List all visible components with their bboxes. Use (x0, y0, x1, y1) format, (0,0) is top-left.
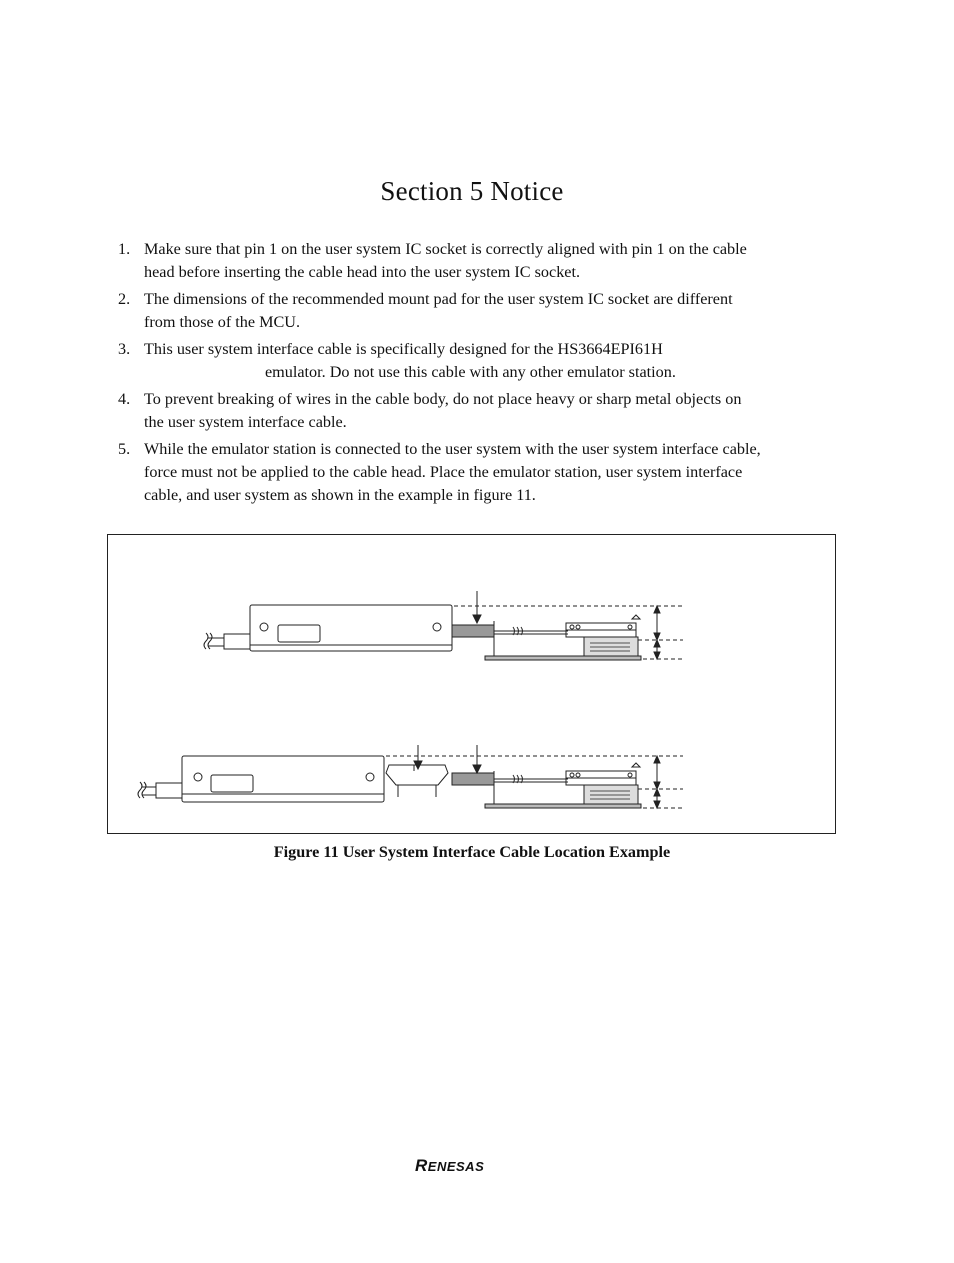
notice-item-4 (118, 388, 838, 434)
emulator-station-body (182, 756, 384, 802)
lower-example (138, 745, 683, 808)
notice-text-line: head before inserting the cable head into the user system IC socket. (144, 263, 581, 281)
notice-list (118, 238, 838, 511)
section-title: Section 5 Notice (380, 176, 564, 206)
svg-text:RENESAS: RENESAS (415, 1156, 485, 1175)
notice-item-1 (118, 238, 838, 284)
notice-number: 2. (118, 290, 131, 308)
notice-item-3 (118, 338, 838, 384)
upper-example (204, 591, 683, 660)
notice-number: 4. (118, 390, 131, 408)
notice-number: 3. (118, 340, 131, 358)
notice-number: 1. (118, 240, 131, 258)
figure-frame (107, 534, 836, 834)
renesas-logo-mark (415, 1155, 529, 1175)
notice-text-line: To prevent breaking of wires in the cable body, do not place heavy or sharp metal objects on (144, 390, 742, 408)
cable-head (452, 625, 494, 637)
notice-text-line: The dimensions of the recommended mount pad for the user system IC socket are different (144, 290, 733, 308)
notice-item-5 (118, 438, 838, 507)
cable-head (452, 773, 494, 785)
notice-text-line: from those of the MCU. (144, 313, 301, 331)
notice-text-line: This user system interface cable is specifically designed for the HS3664EPI61H (144, 340, 663, 358)
notice-text-line: emulator. Do not use this cable with any other emulator station. (265, 363, 676, 381)
cable-location-diagram (108, 535, 837, 835)
notice-item-2 (118, 288, 838, 334)
figure-caption: Figure 11 User System Interface Cable Location Example (273, 843, 671, 861)
notice-text-line: Make sure that pin 1 on the user system IC socket is correctly aligned with pin 1 on the cable (144, 240, 747, 258)
notice-text-line: force must not be applied to the cable head. Place the emulator station, user system interface (144, 463, 743, 481)
notice-text-line: cable, and user system as shown in the example in figure 11. (144, 486, 536, 504)
notice-text-line: the user system interface cable. (144, 413, 347, 431)
notice-number: 5. (118, 440, 131, 458)
renesas-logo (415, 1155, 529, 1180)
emulator-station-body (250, 605, 452, 651)
notice-text-line: While the emulator station is connected to the user system with the user system interface cable, (144, 440, 761, 458)
